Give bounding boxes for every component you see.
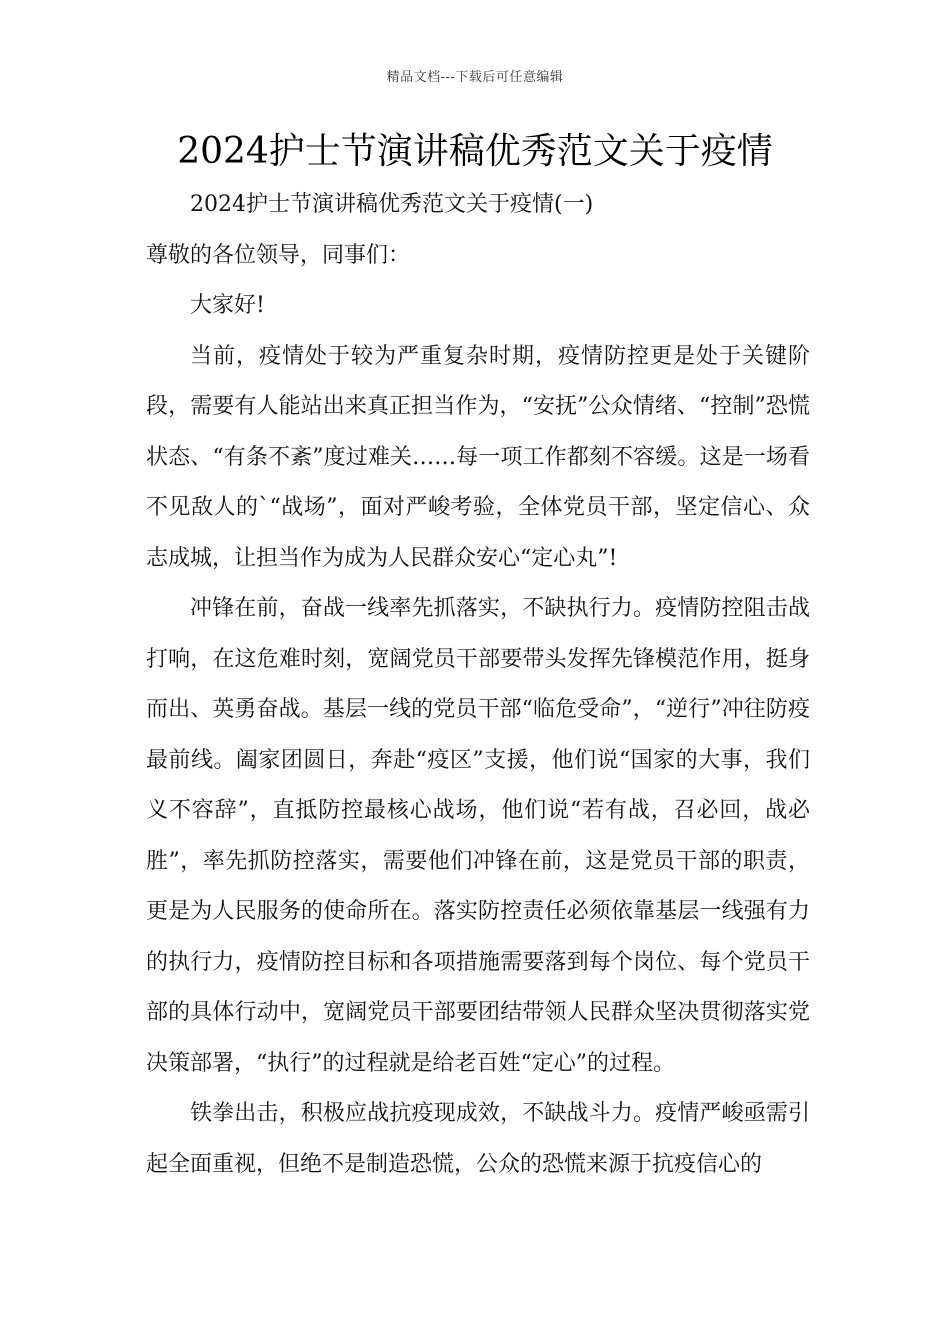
body-paragraph: 当前，疫情处于较为严重复杂时期，疫情防控更是处于关键阶段，需要有人能站出来真正担当作为，“安抚”公众情绪、“控制”恐慌状态、“有条不紊”度过难关……每一项工作都刻不容缓。这是一场看不见敌人的`“战场”，面对严峻考验，全体党员干部，坚定信心、众志成城，让担当作为成为人民群众安心“定心丸”! <box>146 343 810 571</box>
document-body <box>146 180 810 1190</box>
document-title: 2024护士节演讲稿优秀范文关于疫情 <box>177 131 773 172</box>
subtitle-paragraph: 2024护士节演讲稿优秀范文关于疫情(一) <box>190 192 594 217</box>
greeting-paragraph: 大家好! <box>190 293 265 318</box>
body-paragraph: 冲锋在前，奋战一线率先抓落实，不缺执行力。疫情防控阻击战打响，在这危难时刻，宽阔党员干部要带头发挥先锋模范作用，挺身而出、英勇奋战。基层一线的党员干部“临危受命”，“逆行”冲往防疫最前线。阖家团圆日，奔赴“疫区”支援，他们说“国家的大事，我们义不容辞”，直抵防控最核心战场，他们说“若有战，召必回，战必胜”，率先抓防控落实，需要他们冲锋在前，这是党员干部的职责，更是为人民服务的使命所在。落实防控责任必须依靠基层一线强有力的执行力，疫情防控目标和各项措施需要落到每个岗位、每个党员干部的具体行动中，宽阔党员干部要团结带领人民群众坚决贯彻落实党决策部署，“执行”的过程就是给老百姓“定心”的过程。 <box>146 596 810 1076</box>
salutation-paragraph: 尊敬的各位领导，同事们： <box>146 242 411 268</box>
header-note: 精品文档---下载后可任意编辑 <box>386 70 564 85</box>
body-paragraph: 铁拳出击，积极应战抗疫现成效，不缺战斗力。疫情严峻亟需引起全面重视，但绝不是制造恐慌，公众的恐慌来源于抗疫信心的 <box>146 1101 810 1177</box>
